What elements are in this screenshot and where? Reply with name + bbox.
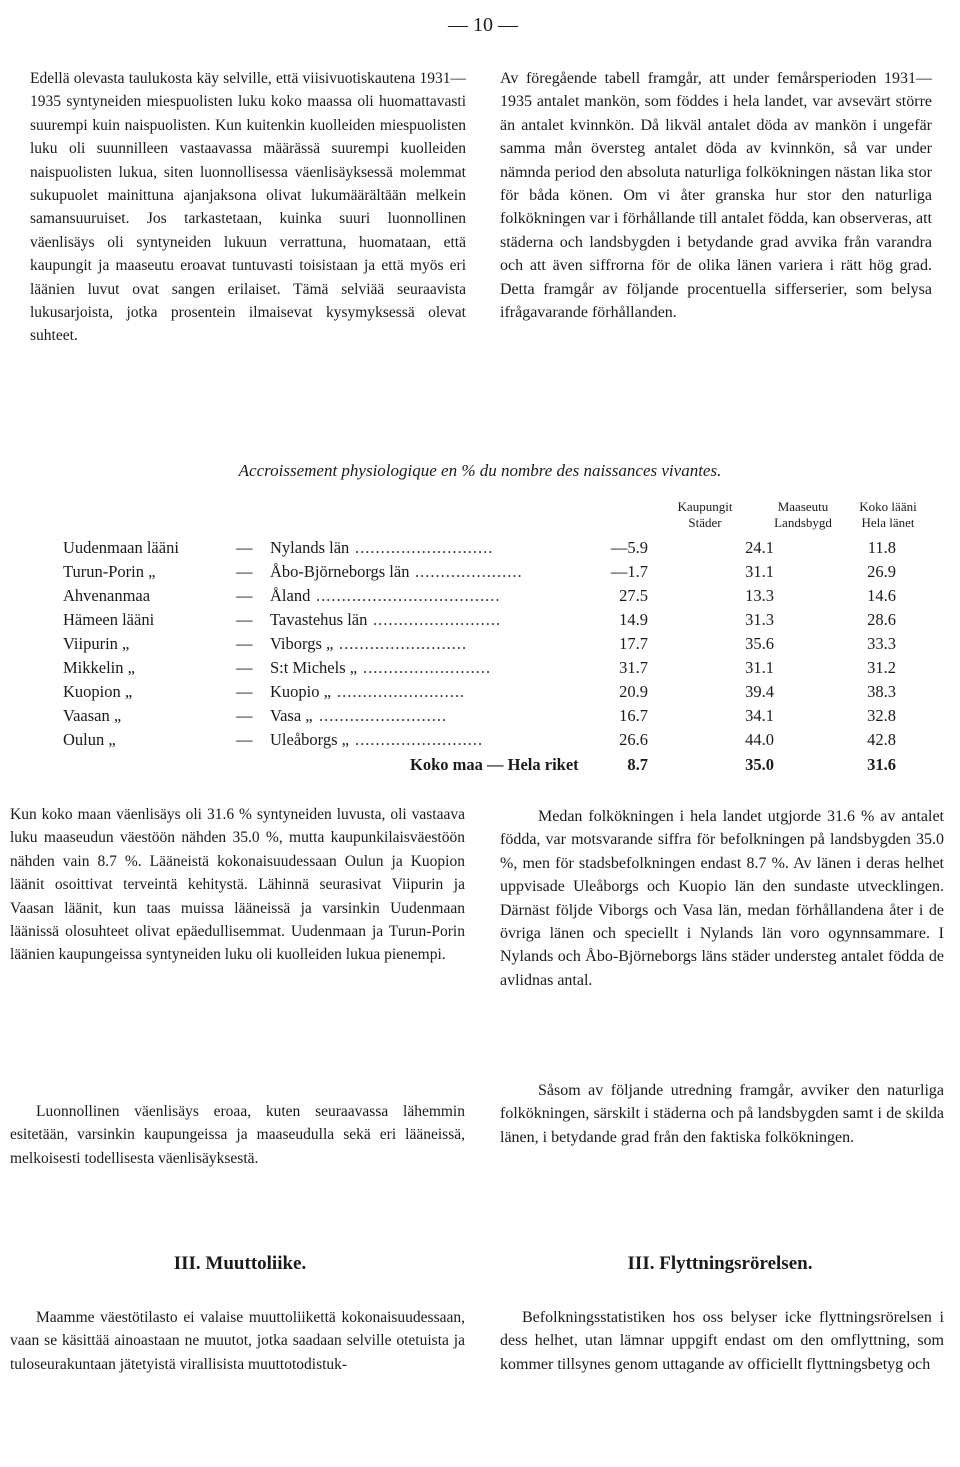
total-label: Koko maa — Hela riket xyxy=(410,755,579,774)
sv-section-heading: III. Flyttningsrörelsen. xyxy=(627,1253,813,1274)
rural-value: 31.3 xyxy=(745,610,774,629)
province-name-sv: Kuopio „ xyxy=(270,682,331,701)
total-value: 26.9 xyxy=(867,562,896,581)
cities-value: —5.9 xyxy=(610,538,648,557)
province-name-sv: Tavastehus län xyxy=(270,610,368,629)
fi-paragraph-4: Maamme väestötilasto ei valaise muuttoliikettä kokonaisuudessaan, vaan se käsittää ainoastaan ne muutot, jotka saadaan selville otetuista ja tuloseurakuntaan jätetyistä virallisista muuttotodistuk- xyxy=(10,1309,465,1373)
row-dash: — xyxy=(236,538,253,557)
rural-value: 31.1 xyxy=(745,658,774,677)
table-total-row xyxy=(0,755,960,779)
total-value: 11.8 xyxy=(867,538,896,557)
total-cities-value: 8.7 xyxy=(627,755,648,774)
total-total-value: 31.6 xyxy=(867,755,896,774)
row-dash: — xyxy=(236,634,253,653)
rural-value: 44.0 xyxy=(745,730,774,749)
province-name-fi: Oulun „ xyxy=(63,730,116,749)
total-value: 31.2 xyxy=(867,658,896,677)
row-dash: — xyxy=(236,586,253,605)
cities-value: 31.7 xyxy=(619,658,648,677)
cities-value: —1.7 xyxy=(610,562,648,581)
total-value: 28.6 xyxy=(867,610,896,629)
row-dash: — xyxy=(236,682,253,701)
province-name-sv: Nylands län xyxy=(270,538,350,557)
sv-paragraph-3: Såsom av följande utredning framgår, avviker den naturliga folkökningen, särskilt i städerna och på landsbygden samt i de skilda länen, i betydande grad från den faktiska folkökningen. xyxy=(500,1082,944,1146)
province-name-sv: S:t Michels „ xyxy=(270,658,358,677)
table-row xyxy=(0,634,960,658)
table-row xyxy=(0,682,960,706)
rural-value: 24.1 xyxy=(745,538,774,557)
province-name-fi: Mikkelin „ xyxy=(63,658,135,677)
province-name-fi: Viipurin „ xyxy=(63,634,130,653)
table-title: Accroissement physiologique en % du nombre des naissances vivantes. xyxy=(238,461,722,480)
cities-value: 17.7 xyxy=(619,634,648,653)
cities-value: 14.9 xyxy=(619,610,648,629)
leader-dots: ......................... xyxy=(339,634,468,653)
table-row xyxy=(0,730,960,754)
fi-paragraph-1: Edellä olevasta taulukosta käy selville, että viisivuotiskautena 1931—1935 syntyneiden miespuolisten luku koko maassa oli huomattavasti suurempi kuin naispuolisten. Kun kuitenkin kuolleiden miespuolisten luku oli suunnilleen vastaavassa määrässä suurempi kuolleiden naispuolisten lukua, siten luonnollisessa väenlisäyksessä molemmat sukupuolet mainittuna ajanjaksona olivat lukumäärältään melkein samansuuruiset. Jos tarkastetaan, kuinka suuri luonnollinen väenlisäys oli syntyneiden lukuun verrattuna, huomataan, että kaupungit ja maaseutu eroavat tuntuvasti toisistaan ja että myös eri läänien luvut ovat sangen erilaiset. Tämä selviää seuraavista lukusarjoista, jotka prosentein ilmaisevat kysymyksessä olevat suhteet. xyxy=(30,70,466,345)
row-dash: — xyxy=(236,730,253,749)
rural-value: 35.6 xyxy=(745,634,774,653)
table-row xyxy=(0,658,960,682)
province-name-fi: Turun-Porin „ xyxy=(63,562,156,581)
page-number: — 10 — xyxy=(448,14,518,36)
leader-dots: ......................... xyxy=(337,682,466,701)
province-name-sv: Åland xyxy=(270,586,311,605)
sv-paragraph-1: Av föregående tabell framgår, att under femårsperioden 1931—1935 antalet mankön, som föddes i hela landet, var avsevärt större än antalet kvinnkön. Då likväl antalet döda av mankön i ungefär samma mån översteg antalet döda av kvinnkön, så var under nämnda period den absoluta naturliga folkökningen nästan lika stor för båda könen. Om vi åter granska hur stor den naturliga folkökningen var i förhållande till antalet födda, kan observeras, att städerna och landsbygden i betydande grad avvika från varandra och att även siffrorna för de olika länen variera i rätt hög grad. Detta framgår av följande procentuella sifferserier, som belysa ifrågavarande förhållanden. xyxy=(500,70,932,322)
total-rural-value: 35.0 xyxy=(745,755,774,774)
leader-dots: ......................... xyxy=(363,658,492,677)
cities-value: 20.9 xyxy=(619,682,648,701)
rural-value: 34.1 xyxy=(745,706,774,725)
table-row xyxy=(0,538,960,562)
leader-dots: .................................... xyxy=(316,586,501,605)
rural-value: 13.3 xyxy=(745,586,774,605)
fi-paragraph-2: Kun koko maan väenlisäys oli 31.6 % syntyneiden luvusta, oli vastaava luku maaseudun väestöön nähden 35.0 %, mutta kaupunkilaisväestöön nähden vain 8.7 %. Lääneistä kokonaisuudessaan Oulun ja Kuopion läänit osoittivat terveintä kehitystä. Lähinnä seurasivat Viipurin ja Vaasan läänit, kun taas muissa lääneissä ja varsinkin Uudenmaan läänissä olosuhteet olivat epäedullisemmat. Uudenmaan ja Turun-Porin läänien kaupungeissa syntyneiden luku oli kuolleiden lukua pienempi. xyxy=(10,806,465,964)
total-value: 33.3 xyxy=(867,634,896,653)
province-name-sv: Åbo-Björneborgs län xyxy=(270,562,410,581)
table-row xyxy=(0,610,960,634)
fi-paragraph-3: Luonnollinen väenlisäys eroaa, kuten seuraavassa lähemmin esitetään, varsinkin kaupungeissa ja maaseudulla sekä eri lääneissä, melkoisesti todellisesta väenlisäyksestä. xyxy=(10,1103,465,1167)
province-name-fi: Hämeen lääni xyxy=(63,610,155,629)
cities-value: 16.7 xyxy=(619,706,648,725)
column-header-total: Koko lääni Hela länet xyxy=(859,499,917,530)
sv-paragraph-2: Medan folkökningen i hela landet utgjorde 31.6 % av antalet födda, var motsvarande siffra för befolkningen på landsbygden 35.0 %, men för stadsbefolkningen endast 8.7 %. Av länen i deras helhet uppvisade Uleåborgs och Kuopio län den sundaste utvecklingen. Därnäst följde Viborgs och Vasa län, medan förhållandena åter i de övriga länen och speciellt i Nylands län voro ogynnsammare. I Nylands och Åbo-Björneborgs läns städer understeg antalet födda de avlidnas antal. xyxy=(500,808,944,989)
province-name-fi: Kuopion „ xyxy=(63,682,133,701)
table-row xyxy=(0,562,960,586)
province-name-sv: Vasa „ xyxy=(270,706,313,725)
leader-dots: ........................... xyxy=(355,538,494,557)
total-value: 14.6 xyxy=(867,586,896,605)
total-value: 32.8 xyxy=(867,706,896,725)
leader-dots: ......................... xyxy=(373,610,502,629)
fi-section-heading: III. Muuttoliike. xyxy=(173,1253,307,1274)
column-header-rural: Maaseutu Landsbygd xyxy=(774,499,832,530)
province-name-fi: Vaasan „ xyxy=(63,706,122,725)
cities-value: 27.5 xyxy=(619,586,648,605)
sv-paragraph-4: Befolkningsstatistiken hos oss belyser icke flyttningsrörelsen i dess helhet, utan lämnar uppgift endast om den omflyttning, som kommer tillsynes genom uttagande av officiellt flyttningsbetyg och xyxy=(500,1309,944,1373)
row-dash: — xyxy=(236,562,253,581)
province-name-sv: Viborgs „ xyxy=(270,634,334,653)
table-row xyxy=(0,586,960,610)
row-dash: — xyxy=(236,658,253,677)
row-dash: — xyxy=(236,610,253,629)
row-dash: — xyxy=(236,706,253,725)
column-header-cities: Kaupungit Städer xyxy=(677,499,733,530)
rural-value: 39.4 xyxy=(745,682,774,701)
province-name-fi: Ahvenanmaa xyxy=(63,586,151,605)
rural-value: 31.1 xyxy=(745,562,774,581)
province-name-sv: Uleåborgs „ xyxy=(270,730,349,749)
leader-dots: ......................... xyxy=(319,706,448,725)
leader-dots: ......................... xyxy=(355,730,484,749)
leader-dots: ..................... xyxy=(415,562,523,581)
province-name-fi: Uudenmaan lääni xyxy=(63,538,179,557)
total-value: 38.3 xyxy=(867,682,896,701)
total-value: 42.8 xyxy=(867,730,896,749)
cities-value: 26.6 xyxy=(619,730,648,749)
table-row xyxy=(0,706,960,730)
